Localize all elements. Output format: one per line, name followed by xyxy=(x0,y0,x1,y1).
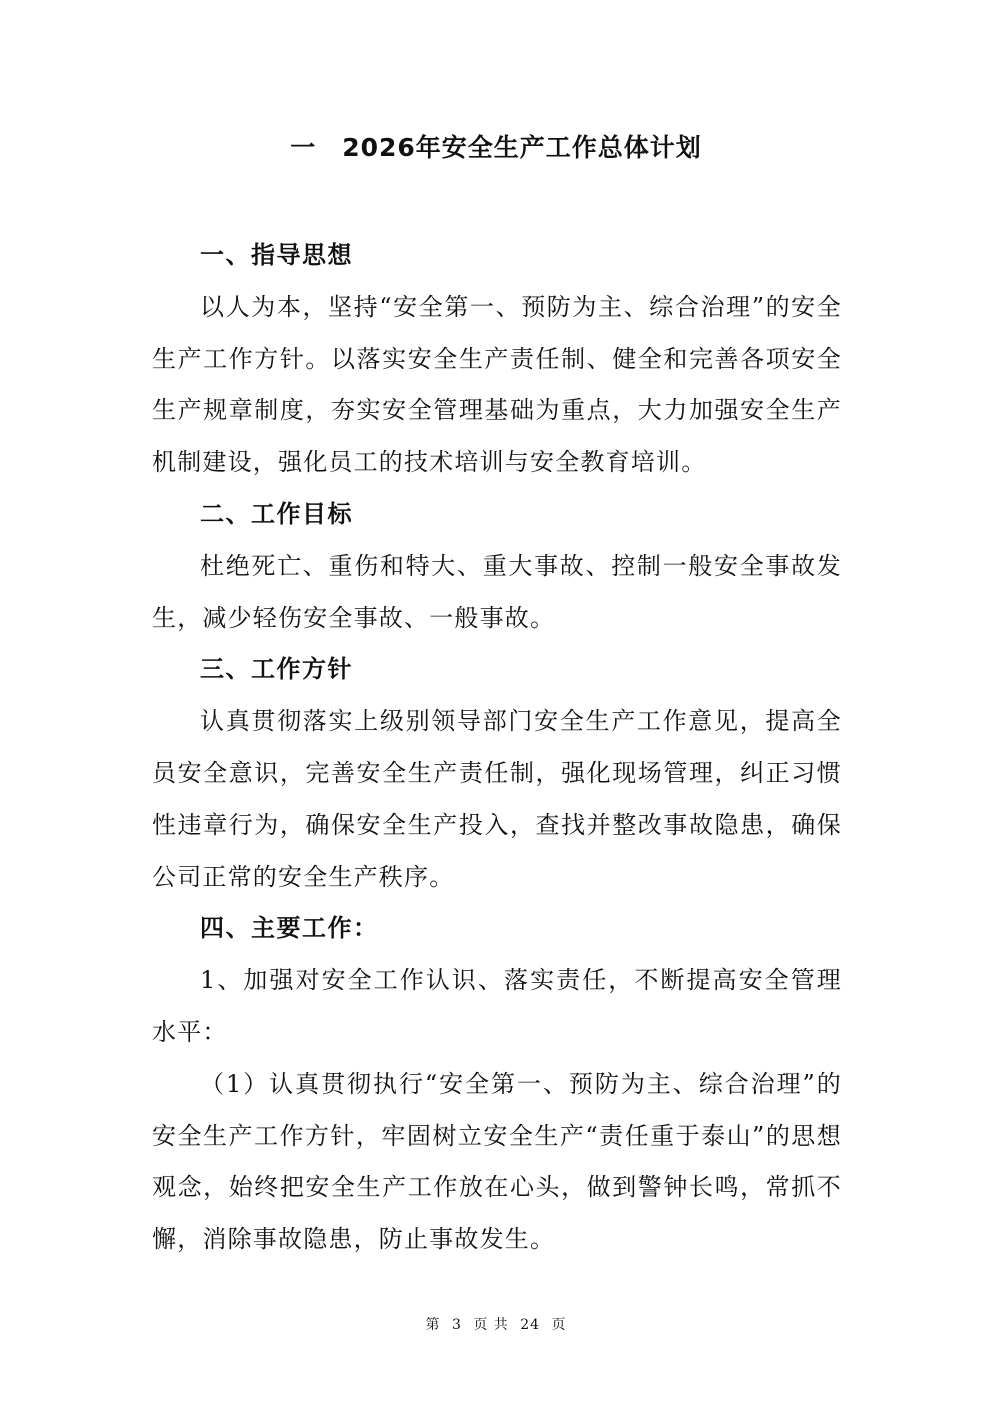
paragraph: 以人为本，坚持“安全第一、预防为主、综合治理”的安全生产工作方针。以落实安全生产责任制、健全和完善各项安全生产规章制度，夯实安全管理基础为重点，大力加强安全生产机制建设，强化员工的技术培训与安全教育培训。 xyxy=(152,292,842,477)
footer-current-page: 3 xyxy=(451,1317,462,1333)
paragraph: 1、加强对安全工作认识、落实责任，不断提高安全管理水平： xyxy=(152,966,842,1046)
page-footer xyxy=(0,1314,992,1334)
title-prefix: 一 xyxy=(290,133,317,162)
paragraph: 认真贯彻落实上级别领导部门安全生产工作意见，提高全员安全意识，完善安全生产责任制，强化现场管理，纠正习惯性违章行为，确保安全生产投入，查找并整改事故隐患，确保公司正常的安全生产秩序。 xyxy=(152,707,842,891)
footer-label-of: 页 共 xyxy=(473,1317,509,1333)
document-title xyxy=(0,128,992,164)
document-body xyxy=(152,230,842,1266)
section-heading: 二、工作目标 xyxy=(200,499,353,528)
section-heading: 四、主要工作： xyxy=(200,914,379,943)
footer-total-pages: 24 xyxy=(520,1317,541,1333)
title-text: 2026年安全生产工作总体计划 xyxy=(342,133,702,162)
section-heading: 三、工作方针 xyxy=(200,655,353,684)
footer-label-pages: 页 xyxy=(551,1317,567,1333)
paragraph: 杜绝死亡、重伤和特大、重大事故、控制一般安全事故发生，减少轻伤安全事故、一般事故。 xyxy=(152,551,842,632)
paragraph: （1）认真贯彻执行“安全第一、预防为主、综合治理”的安全生产工作方针，牢固树立安全生产“责任重于泰山”的思想观念，始终把安全生产工作放在心头，做到警钟长鸣，常抓不懈，消除事故隐患，防止事故发生。 xyxy=(152,1069,842,1254)
footer-label-page: 第 xyxy=(425,1317,441,1333)
section-heading: 一、指导思想 xyxy=(200,241,353,269)
